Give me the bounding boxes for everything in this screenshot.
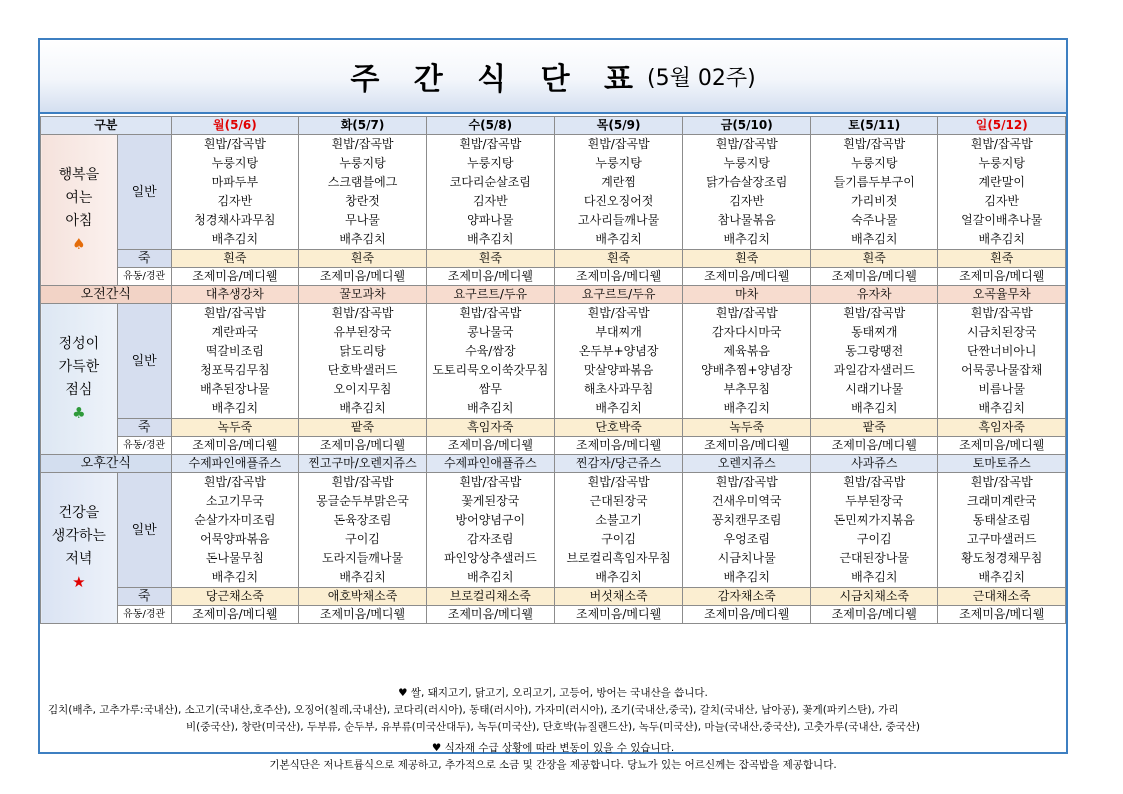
origin-note: ♥ 쌀, 돼지고기, 닭고기, 오리고기, 고등어, 방어는 국내산을 씁니다. xyxy=(398,687,708,699)
liquid-diet-label: 유동/경관 xyxy=(117,606,171,624)
menu-item: 크래미계란국 xyxy=(966,494,1037,508)
porridge-cell: 흑임자죽 xyxy=(938,419,1066,437)
liquid-diet-cell: 조제미음/메디웰 xyxy=(683,606,811,624)
menu-item: 떡갈비조림 xyxy=(205,344,264,358)
menu-item: 오이지무침 xyxy=(333,382,392,396)
normal-menu-cell xyxy=(426,135,554,250)
menu-item: 맛살양파볶음 xyxy=(583,363,654,377)
menu-item: 배추김치 xyxy=(339,570,386,584)
menu-item: 흰밥/잡곡밥 xyxy=(331,137,394,151)
snack-cell: 수제파인애플쥬스 xyxy=(426,455,554,473)
menu-item: 흰밥/잡곡밥 xyxy=(715,306,778,320)
menu-item: 감자조림 xyxy=(467,532,514,546)
normal-diet-label: 일반 xyxy=(117,473,171,588)
snack-cell: 수제파인애플쥬스 xyxy=(171,455,299,473)
menu-item: 수육/쌈장 xyxy=(465,344,516,358)
day-header: 목(5/9) xyxy=(554,117,683,135)
menu-item: 누룽지탕 xyxy=(211,156,259,170)
dinner-suit-icon: ★ xyxy=(72,573,86,591)
normal-menu-cell xyxy=(938,473,1066,588)
porridge-cell: 브로컬리채소죽 xyxy=(426,588,554,606)
normal-menu-cell xyxy=(299,135,427,250)
normal-menu-cell xyxy=(426,304,554,419)
liquid-diet-cell: 조제미음/메디웰 xyxy=(938,606,1066,624)
menu-item: 구이김 xyxy=(856,532,892,546)
menu-item: 청경채사과무침 xyxy=(194,213,276,227)
snack-cell: 요구르트/두유 xyxy=(554,286,683,304)
menu-item: 들기름두부구이 xyxy=(833,175,915,189)
menu-item: 콩나물국 xyxy=(467,325,514,339)
porridge-cell: 녹두죽 xyxy=(683,419,811,437)
menu-item: 창란젓 xyxy=(345,194,380,208)
menu-item: 구이김 xyxy=(601,532,636,546)
menu-item: 유부된장국 xyxy=(333,325,392,339)
normal-menu-cell xyxy=(938,135,1066,250)
porridge-cell: 버섯채소죽 xyxy=(554,588,683,606)
menu-item: 감자다시마국 xyxy=(711,325,782,339)
week-label: (5월 02주) xyxy=(647,65,756,91)
menu-item: 동그랑땡전 xyxy=(845,344,904,358)
menu-table xyxy=(40,116,1066,624)
day-header: 화(5/7) xyxy=(299,117,427,135)
normal-menu-cell xyxy=(683,473,811,588)
day-header: 금(5/10) xyxy=(683,117,811,135)
porridge-cell: 흰죽 xyxy=(554,250,683,268)
menu-item: 흰밥/잡곡밥 xyxy=(843,475,906,489)
menu-item: 배추김치 xyxy=(339,401,386,415)
normal-menu-cell xyxy=(299,304,427,419)
menu-item: 배추김치 xyxy=(467,570,514,584)
menu-item: 제육볶음 xyxy=(723,344,770,358)
menu-item: 김자반 xyxy=(217,194,253,208)
menu-item: 흰밥/잡곡밥 xyxy=(715,137,778,151)
menu-item: 비름나물 xyxy=(978,382,1025,396)
normal-menu-cell xyxy=(554,473,683,588)
menu-item: 김자반 xyxy=(729,194,765,208)
breakfast-label-line: 아침 xyxy=(65,213,93,229)
normal-menu-cell xyxy=(554,135,683,250)
liquid-diet-cell: 조제미음/메디웰 xyxy=(938,437,1066,455)
porridge-cell: 흰죽 xyxy=(938,250,1066,268)
liquid-diet-cell: 조제미음/메디웰 xyxy=(426,606,554,624)
liquid-diet-cell: 조제미음/메디웰 xyxy=(554,268,683,286)
menu-item: 다진오징어젓 xyxy=(583,194,654,208)
liquid-diet-cell: 조제미음/메디웰 xyxy=(171,268,299,286)
day-header: 수(5/8) xyxy=(426,117,554,135)
menu-item: 시래기나물 xyxy=(845,382,904,396)
normal-diet-label: 일반 xyxy=(117,135,171,250)
liquid-diet-cell: 조제미음/메디웰 xyxy=(811,268,938,286)
menu-item: 우엉조림 xyxy=(723,532,770,546)
menu-item: 배추김치 xyxy=(978,232,1025,246)
menu-item: 도토리묵오이쑥갓무침 xyxy=(432,363,549,377)
snack-cell: 사과쥬스 xyxy=(811,455,938,473)
menu-item: 도라지들깨나물 xyxy=(321,551,404,565)
menu-item: 흰밥/잡곡밥 xyxy=(970,306,1033,320)
normal-menu-cell xyxy=(171,304,299,419)
menu-item: 흰밥/잡곡밥 xyxy=(587,306,650,320)
porridge-diet-label: 죽 xyxy=(117,250,171,268)
lunch-label-line: 점심 xyxy=(65,382,93,398)
dinner-label-line: 저녁 xyxy=(65,551,93,567)
dinner-label xyxy=(41,473,118,624)
day-header: 토(5/11) xyxy=(811,117,938,135)
normal-menu-cell xyxy=(938,304,1066,419)
liquid-diet-cell: 조제미음/메디웰 xyxy=(554,437,683,455)
liquid-diet-cell: 조제미음/메디웰 xyxy=(554,606,683,624)
menu-item: 흰밥/잡곡밥 xyxy=(203,475,266,489)
menu-item: 계란찜 xyxy=(601,175,636,189)
menu-item: 배추김치 xyxy=(978,570,1025,584)
day-header: 월(5/6) xyxy=(171,117,299,135)
porridge-cell: 녹두죽 xyxy=(171,419,299,437)
menu-item: 과일감자샐러드 xyxy=(833,363,915,377)
menu-item: 배추김치 xyxy=(595,570,642,584)
snack-cell: 꿀모과차 xyxy=(299,286,427,304)
liquid-diet-cell: 조제미음/메디웰 xyxy=(938,268,1066,286)
porridge-cell: 단호박죽 xyxy=(554,419,683,437)
snack-cell: 유자차 xyxy=(811,286,938,304)
menu-item: 누룽지탕 xyxy=(851,156,898,170)
menu-item: 온두부+양념장 xyxy=(578,344,659,358)
menu-item: 누룽지탕 xyxy=(595,156,642,170)
menu-item: 양파나물 xyxy=(467,213,514,227)
snack-cell: 마차 xyxy=(683,286,811,304)
menu-item: 배추김치 xyxy=(851,232,898,246)
menu-item: 누룽지탕 xyxy=(467,156,514,170)
category-header: 구분 xyxy=(41,117,172,135)
menu-item: 구이김 xyxy=(345,532,380,546)
normal-menu-cell xyxy=(811,304,938,419)
liquid-diet-cell: 조제미음/메디웰 xyxy=(811,606,938,624)
menu-item: 배추김치 xyxy=(595,401,642,415)
menu-item: 돈민찌가지볶음 xyxy=(833,513,915,527)
porridge-cell: 흰죽 xyxy=(683,250,811,268)
menu-item: 흰밥/잡곡밥 xyxy=(459,137,522,151)
menu-item: 배추김치 xyxy=(595,232,642,246)
menu-item: 고사리들깨나물 xyxy=(578,213,660,227)
menu-item: 양배추찜+양념장 xyxy=(701,363,793,377)
menu-item: 배추김치 xyxy=(978,401,1025,415)
menu-item: 누룽지탕 xyxy=(978,156,1025,170)
menu-item: 시금치나물 xyxy=(717,551,776,565)
menu-item: 배추김치 xyxy=(723,570,770,584)
menu-item: 흰밥/잡곡밥 xyxy=(331,475,394,489)
snack-cell: 대추생강차 xyxy=(171,286,299,304)
menu-item: 흰밥/잡곡밥 xyxy=(843,306,906,320)
menu-item: 어묵양파볶음 xyxy=(200,532,270,546)
normal-menu-cell xyxy=(171,473,299,588)
lunch-label-line: 가득한 xyxy=(58,359,100,375)
breakfast-label-line: 여는 xyxy=(65,190,93,206)
menu-item: 배추김치 xyxy=(467,401,514,415)
porridge-cell: 흑임자죽 xyxy=(426,419,554,437)
normal-menu-cell xyxy=(683,135,811,250)
menu-item: 부대찌개 xyxy=(595,325,642,339)
breakfast-label-line: 행복을 xyxy=(58,167,100,183)
menu-item: 흰밥/잡곡밥 xyxy=(459,475,522,489)
porridge-cell: 당근채소죽 xyxy=(171,588,299,606)
normal-menu-cell xyxy=(554,304,683,419)
menu-item: 마파두부 xyxy=(211,175,259,189)
menu-item: 배추김치 xyxy=(851,401,898,415)
menu-item: 흰밥/잡곡밥 xyxy=(459,306,522,320)
porridge-cell: 시금치채소죽 xyxy=(811,588,938,606)
menu-item: 건새우미역국 xyxy=(711,494,782,508)
menu-item: 부추무침 xyxy=(723,382,770,396)
origin-detail-line-1: 김치(배추, 고추가루:국내산), 소고기(국내산,호주산), 오징어(칠레,국내산), 코다리(러시아), 동태(러시아), 가자미(러시아), 조기(국내산,중국), 갈치(국내산, 남아공), 꽃게(파키스탄), 가리 xyxy=(48,704,899,716)
snack-cell: 토마토쥬스 xyxy=(938,455,1066,473)
porridge-cell: 근대채소죽 xyxy=(938,588,1066,606)
menu-item: 배추김치 xyxy=(211,570,259,584)
change-note: ♥ 식자재 수급 상황에 따라 변동이 있을 수 있습니다. xyxy=(431,742,675,754)
snack-cell: 요구르트/두유 xyxy=(426,286,554,304)
liquid-diet-cell: 조제미음/메디웰 xyxy=(426,437,554,455)
menu-item: 두부된장국 xyxy=(845,494,904,508)
menu-item: 흰밥/잡곡밥 xyxy=(587,475,650,489)
liquid-diet-cell: 조제미음/메디웰 xyxy=(811,437,938,455)
menu-item: 시금치된장국 xyxy=(966,325,1037,339)
menu-item: 배추김치 xyxy=(723,401,770,415)
menu-item: 돈나물무침 xyxy=(205,551,264,565)
pm_snack-label: 오후간식 xyxy=(41,455,172,473)
liquid-diet-cell: 조제미음/메디웰 xyxy=(683,437,811,455)
menu-item: 브로컬리흑임자무침 xyxy=(566,551,671,565)
notes-section xyxy=(40,685,1066,771)
menu-item: 소불고기 xyxy=(595,513,642,527)
normal-menu-cell xyxy=(683,304,811,419)
menu-sheet xyxy=(38,38,1068,771)
menu-item: 소고기무국 xyxy=(205,494,264,508)
menu-item: 배추김치 xyxy=(339,232,386,246)
menu-item: 김자반 xyxy=(984,194,1020,208)
breakfast-label xyxy=(41,135,118,286)
menu-item: 고구마샐러드 xyxy=(966,532,1037,546)
menu-item: 계란파국 xyxy=(211,325,259,339)
dinner-label-line: 건강을 xyxy=(58,505,100,521)
normal-menu-cell xyxy=(426,473,554,588)
menu-item: 흰밥/잡곡밥 xyxy=(715,475,778,489)
menu-item: 참나물볶음 xyxy=(717,213,776,227)
menu-item: 돈육장조림 xyxy=(333,513,392,527)
menu-item: 배추김치 xyxy=(211,232,259,246)
am_snack-label: 오전간식 xyxy=(41,286,172,304)
menu-item: 흰밥/잡곡밥 xyxy=(843,137,906,151)
liquid-diet-cell: 조제미음/메디웰 xyxy=(299,606,427,624)
snack-cell: 오렌지쥬스 xyxy=(683,455,811,473)
liquid-diet-cell: 조제미음/메디웰 xyxy=(299,268,427,286)
menu-item: 흰밥/잡곡밥 xyxy=(203,137,266,151)
menu-item: 근대된장국 xyxy=(589,494,648,508)
menu-item: 배추김치 xyxy=(211,401,259,415)
porridge-cell: 팥죽 xyxy=(811,419,938,437)
porridge-diet-label: 죽 xyxy=(117,588,171,606)
menu-item: 흰밥/잡곡밥 xyxy=(203,306,266,320)
liquid-diet-cell: 조제미음/메디웰 xyxy=(171,606,299,624)
menu-item: 스크램블에그 xyxy=(327,175,398,189)
menu-item: 해초사과무침 xyxy=(583,382,654,396)
porridge-cell: 흰죽 xyxy=(426,250,554,268)
menu-item: 흰밥/잡곡밥 xyxy=(331,306,394,320)
menu-item: 흰밥/잡곡밥 xyxy=(970,137,1033,151)
snack-cell: 찐감자/당근쥬스 xyxy=(554,455,683,473)
liquid-diet-label: 유동/경관 xyxy=(117,437,171,455)
menu-item: 단짠너비아니 xyxy=(966,344,1037,358)
menu-item: 얼갈이배추나물 xyxy=(961,213,1043,227)
menu-item: 쌈무 xyxy=(478,382,502,396)
menu-item: 흰밥/잡곡밥 xyxy=(587,137,650,151)
normal-menu-cell xyxy=(811,473,938,588)
porridge-cell: 애호박채소죽 xyxy=(299,588,427,606)
porridge-cell: 감자채소죽 xyxy=(683,588,811,606)
menu-item: 순살가자미조림 xyxy=(194,513,276,527)
porridge-cell: 흰죽 xyxy=(811,250,938,268)
base-diet-note: 기본식단은 저나트륨식으로 제공하고, 추가적으로 소금 및 간장을 제공합니다. 당뇨가 있는 어르신께는 잡곡밥을 제공합니다. xyxy=(269,759,837,771)
normal-diet-label: 일반 xyxy=(117,304,171,419)
menu-item: 누룽지탕 xyxy=(723,156,770,170)
menu-item: 몽글순두부맑은국 xyxy=(316,494,409,508)
lunch-label-line: 정성이 xyxy=(58,336,100,352)
normal-menu-cell xyxy=(299,473,427,588)
menu-item: 방어양념구이 xyxy=(455,513,526,527)
menu-item: 파인앙상추샐러드 xyxy=(443,551,537,565)
menu-item: 꽁치캔무조림 xyxy=(711,513,782,527)
menu-item: 꽃게된장국 xyxy=(461,494,520,508)
day-header: 일(5/12) xyxy=(938,117,1066,135)
menu-item: 배추김치 xyxy=(851,570,898,584)
menu-item: 가리비젓 xyxy=(851,194,898,208)
menu-item: 무나물 xyxy=(345,213,380,227)
liquid-diet-cell: 조제미음/메디웰 xyxy=(171,437,299,455)
menu-item: 누룽지탕 xyxy=(339,156,386,170)
menu-item: 닭가슴살장조림 xyxy=(706,175,788,189)
menu-item: 계란말이 xyxy=(978,175,1025,189)
page-title: 주 간 식 단 표 xyxy=(350,62,646,97)
lunch-suit-icon: ♣ xyxy=(72,404,86,422)
lunch-label xyxy=(41,304,118,455)
menu-item: 근대된장나물 xyxy=(839,551,910,565)
menu-item: 코다리순살조림 xyxy=(449,175,531,189)
menu-item: 청포묵김무침 xyxy=(200,363,270,377)
liquid-diet-cell: 조제미음/메디웰 xyxy=(683,268,811,286)
snack-cell: 오곡율무차 xyxy=(938,286,1066,304)
liquid-diet-cell: 조제미음/메디웰 xyxy=(299,437,427,455)
origin-detail-line-2: 비(중국산), 창란(미국산), 두부류, 순두부, 유부류(미국산대두), 녹두(미국산), 단호박(뉴질랜드산), 녹두(미국산), 마늘(국내산,중국산), 고춧가루(국내산, 중국산) xyxy=(185,721,921,733)
normal-menu-cell xyxy=(811,135,938,250)
menu-item: 단호박샐러드 xyxy=(327,363,398,377)
porridge-cell: 흰죽 xyxy=(171,250,299,268)
menu-item: 황도청경채무침 xyxy=(961,551,1043,565)
breakfast-suit-icon: ♠ xyxy=(72,235,86,253)
porridge-diet-label: 죽 xyxy=(117,419,171,437)
menu-item: 김자반 xyxy=(472,194,508,208)
menu-item: 닭도리탕 xyxy=(339,344,386,358)
porridge-cell: 흰죽 xyxy=(299,250,427,268)
menu-item: 동태찌개 xyxy=(851,325,898,339)
menu-item: 동태살조림 xyxy=(972,513,1031,527)
liquid-diet-cell: 조제미음/메디웰 xyxy=(426,268,554,286)
menu-item: 배추된장나물 xyxy=(200,382,270,396)
menu-item: 숙주나물 xyxy=(851,213,898,227)
menu-item: 배추김치 xyxy=(723,232,770,246)
title-bar xyxy=(40,40,1066,114)
dinner-label-line: 생각하는 xyxy=(51,528,106,544)
menu-item: 배추김치 xyxy=(467,232,514,246)
menu-item: 어묵콩나물잡채 xyxy=(961,363,1043,377)
snack-cell: 찐고구마/오렌지쥬스 xyxy=(299,455,427,473)
menu-item: 흰밥/잡곡밥 xyxy=(970,475,1033,489)
porridge-cell: 팥죽 xyxy=(299,419,427,437)
liquid-diet-label: 유동/경관 xyxy=(117,268,171,286)
normal-menu-cell xyxy=(171,135,299,250)
